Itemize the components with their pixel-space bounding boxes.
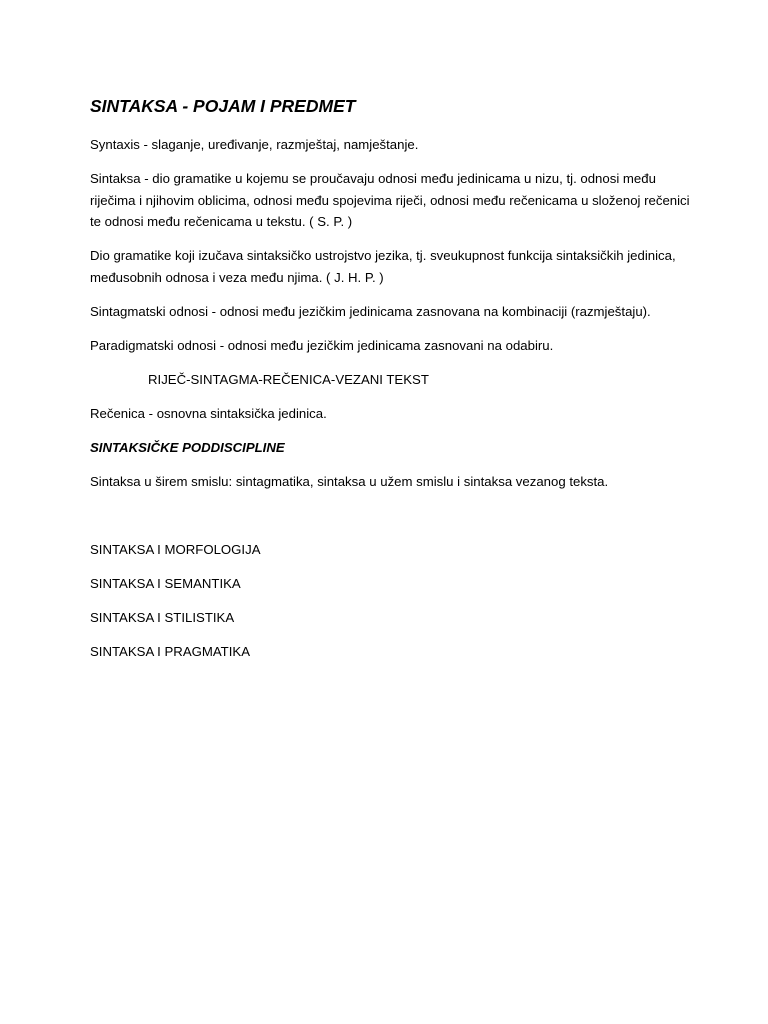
blank-line xyxy=(90,505,690,539)
paragraph-sentence-definition: Rečenica - osnovna sintaksička jedinica. xyxy=(90,405,327,421)
document-page xyxy=(90,94,690,675)
paragraph-syntagmatic: Sintagmatski odnosi - odnosi među jezičkim jedinicama zasnovana na kombinaciji (razmještaju). xyxy=(90,303,651,319)
relation-pragmatics: SINTAKSA I PRAGMATIKA xyxy=(90,643,250,659)
document-title: SINTAKSA - POJAM I PREDMET xyxy=(90,96,356,116)
relation-semantics: SINTAKSA I SEMANTIKA xyxy=(90,575,241,591)
paragraph-subdisciplines: Sintaksa u širem smislu: sintagmatika, sintaksa u užem smislu i sintaksa vezanog teksta. xyxy=(90,473,609,489)
relation-morphology: SINTAKSA I MORFOLOGIJA xyxy=(90,541,261,557)
hierarchy-line: RIJEČ-SINTAGMA-REČENICA-VEZANI TEKST xyxy=(148,371,429,387)
subheading-subdisciplines: SINTAKSIČKE PODDISCIPLINE xyxy=(90,439,285,455)
paragraph-definition-jhp: Dio gramatike koji izučava sintaksičko ustrojstvo jezika, tj. sveukupnost funkcija sintaksičkih jedinica, međusobnih odnosa i veza među njima. ( J. H. P. ) xyxy=(90,248,676,285)
paragraph-etymology: Syntaxis - slaganje, uređivanje, razmještaj, namještanje. xyxy=(90,137,419,152)
paragraph-definition-sp: Sintaksa - dio gramatike u kojemu se proučavaju odnosi među jedinicama u nizu, tj. odnosi među riječima i njihovim oblicima, odnosi među spojevima riječi, odnosi među rečenicama u složenoj rečenici te odnosi među rečenicama u tekstu. ( S. P. ) xyxy=(90,171,690,229)
relation-stylistics: SINTAKSA I STILISTIKA xyxy=(90,609,235,625)
paragraph-paradigmatic: Paradigmatski odnosi - odnosi među jezičkim jedinicama zasnovani na odabiru. xyxy=(90,337,554,353)
